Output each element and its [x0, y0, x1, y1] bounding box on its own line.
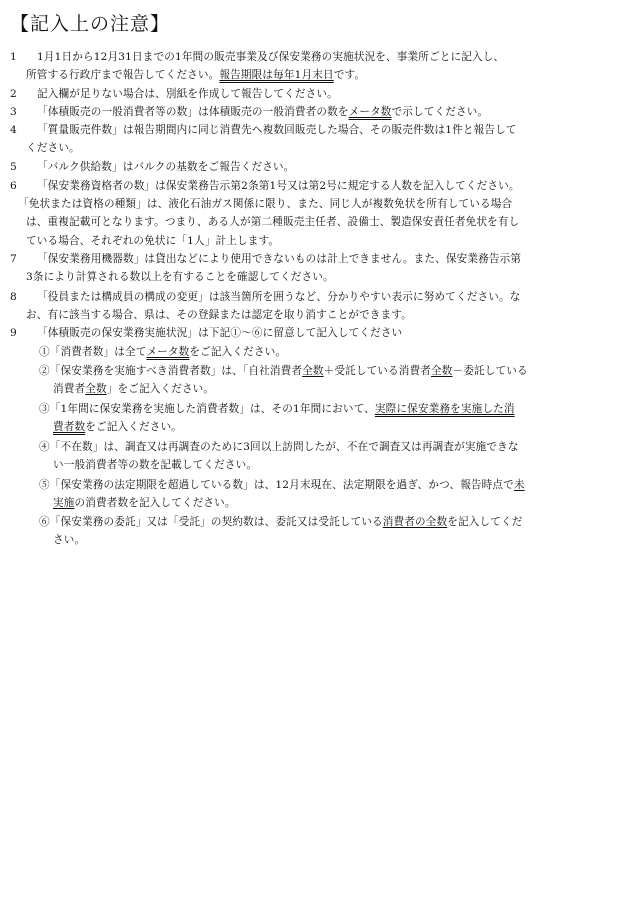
sub-text: さい。 — [53, 534, 86, 546]
note-number: 7 — [10, 253, 17, 265]
sub-text: 実施の消費者数を記入してください。 — [53, 497, 236, 509]
note-text: 所管する行政庁まで報告してください。報告期限は毎年1月末日です。 — [26, 69, 366, 81]
note-number: 2 — [10, 88, 17, 100]
note-text: 「保安業務用機器数」は貸出などにより使用できないものは計上できません。また、保安業務告示第 — [37, 253, 522, 265]
note-text: 記入欄が足りない場合は、別紙を作成して報告してください。 — [37, 88, 338, 100]
sub-text: ②「保安業務を実施すべき消費者数」は、「自社消費者全数＋受託している消費者全数－委託している — [39, 365, 528, 377]
sub-text: 消費者全数」をご記入ください。 — [53, 383, 215, 395]
underlined-term: 全数 — [85, 383, 107, 395]
note-number: 9 — [10, 327, 17, 339]
underlined-term: 未 — [513, 479, 525, 491]
underlined-term: 消費者の全数 — [382, 516, 448, 528]
note-text: 3条により計算される数以上を有することを確認してください。 — [26, 271, 334, 283]
sub-text: 費者数をご記入ください。 — [53, 421, 182, 433]
note-text: 「役員または構成員の構成の変更」は該当箇所を囲うなど、分かりやすい表示に努めてください。な — [37, 291, 521, 303]
note-text: 「質量販売件数」は報告期間内に同じ消費先へ複数回販売した場合、その販売件数は1件と報告して — [37, 124, 517, 136]
sub-text: い一般消費者等の数を記載してください。 — [53, 459, 258, 471]
note-number: 1 — [10, 51, 17, 63]
note-text: ください。 — [26, 142, 80, 154]
sub-text: ③「1年間に保安業務を実施した消費者数」は、その1年間において、実際に保安業務を実施した消 — [39, 403, 515, 415]
note-text: 「免状または資格の種類」は、液化石油ガス関係に限り、また、同じ人が複数免状を所有している場合 — [18, 198, 513, 210]
underlined-term: メータ数 — [146, 346, 190, 358]
note-number: 8 — [10, 291, 17, 303]
underlined-term: 実際に保安業務を実施した消 — [374, 403, 515, 415]
note-number: 3 — [10, 106, 17, 118]
underlined-term: メータ数 — [348, 106, 392, 118]
sub-text: ⑤「保安業務の法定期限を超過している数」は、12月末現在、法定期限を過ぎ、かつ、報告時点で未 — [39, 479, 525, 491]
sub-text: ④「不在数」は、調査又は再調査のために3回以上訪問したが、不在で調査又は再調査が実施できな — [39, 441, 519, 453]
note-text: は、重複記載可となります。つまり、ある人が第二種販売主任者、設備士、製造保安責任者免状を有し — [26, 216, 520, 228]
note-number: 4 — [10, 124, 17, 136]
note-text: 「体積販売の保安業務実施状況」は下記①～⑥に留意して記入してください — [37, 327, 403, 339]
note-text: ている場合、それぞれの免状に「1人」計上します。 — [26, 235, 280, 247]
note-text: 「保安業務資格者の数」は保安業務告示第2条第1号又は第2号に規定する人数を記入してください。 — [37, 180, 520, 192]
underlined-term: 実施 — [53, 497, 75, 509]
underlined-term: 全数 — [302, 365, 324, 377]
note-text: 「体積販売の一般消費者等の数」は体積販売の一般消費者の数をメータ数で示してください。 — [37, 106, 489, 118]
note-text: 「バルク供給数」はバルクの基数をご報告ください。 — [37, 161, 295, 173]
note-number: 5 — [10, 161, 17, 173]
underlined-term: 費者数 — [53, 421, 86, 433]
sub-text: ⑥「保安業務の委託」又は「受託」の契約数は、委託又は受託している消費者の全数を記入してくだ — [39, 516, 523, 528]
deadline-emphasis: 報告期限は毎年1月末日 — [219, 69, 334, 81]
sub-text: ①「消費者数」は全てメータ数をご記入ください。 — [39, 346, 287, 358]
note-number: 6 — [10, 180, 17, 192]
page-title: 【記入上の注意】 — [10, 13, 171, 35]
note-text: お、有に該当する場合、県は、その登録または認定を取り消すことができます。 — [26, 309, 412, 321]
note-text: 1月1日から12月31日までの1年間の販売事業及び保安業務の実施状況を、事業所ごとに記入し、 — [37, 51, 505, 63]
underlined-term: 全数 — [431, 365, 453, 377]
